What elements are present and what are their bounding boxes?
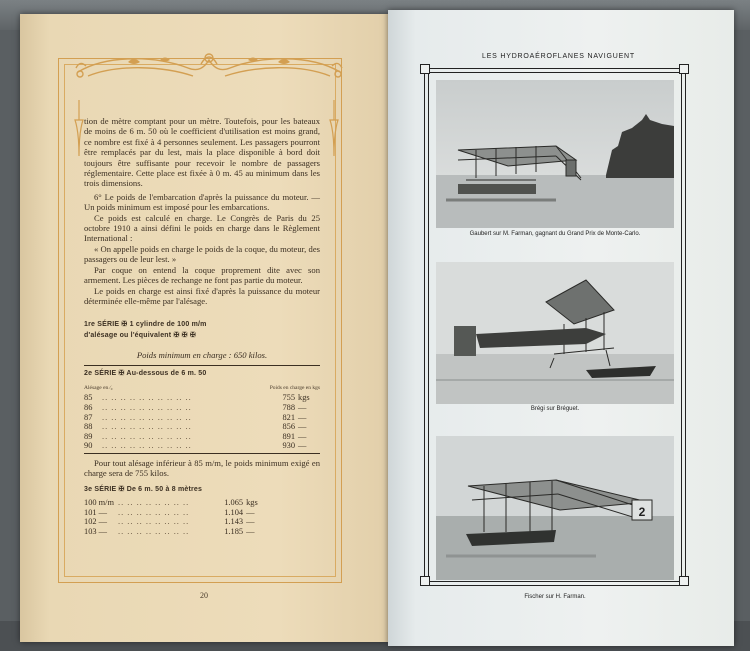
serie2-note: Pour tout alésage inférieur à 85 m/m, le poids minimum exigé en charge sera de 755 kilos. bbox=[84, 457, 320, 479]
serie2-heading: 2e SÉRIE ✠ Au-dessous de 6 m. 50 bbox=[84, 369, 207, 377]
table-row bbox=[84, 508, 268, 518]
poids-cell: 1.143 bbox=[224, 517, 244, 527]
poids-cell: 856 bbox=[282, 422, 295, 432]
paragraph: Le poids en charge est ainsi fixé d'après la puissance du moteur déterminée elle-même par l'alésage. bbox=[84, 285, 320, 306]
leader-dots: .. .. .. .. .. .. .. .. .. .. bbox=[102, 393, 192, 403]
leader-dots: .. .. .. .. .. .. .. .. bbox=[118, 526, 190, 536]
alesage-cell: 102 — bbox=[84, 517, 108, 527]
leader-dots: .. .. .. .. .. .. .. .. .. .. bbox=[102, 422, 192, 432]
alesage-cell: 90 bbox=[84, 441, 93, 451]
table-row bbox=[84, 403, 320, 413]
table-row bbox=[84, 413, 320, 423]
leader-dots: .. .. .. .. .. .. .. .. .. .. bbox=[102, 412, 192, 422]
poids-cell: 788 bbox=[282, 402, 295, 412]
paragraph: 6° Le poids de l'embarcation d'après la puissance du moteur. — Un poids minimum est imposé pour les embarcations. bbox=[84, 191, 320, 213]
paragraph: Ce poids est calculé en charge. Le Congrès de Paris du 25 octobre 1910 a ainsi défini le poids en charge dans le Règlement International : bbox=[84, 212, 320, 244]
poids-cell: 1.185 bbox=[224, 526, 244, 536]
unit-cell: — bbox=[298, 402, 307, 412]
alesage-cell: 88 bbox=[84, 422, 93, 432]
leader-dots: .. .. .. .. .. .. .. .. bbox=[118, 517, 190, 527]
left-page-body bbox=[84, 116, 320, 537]
serie1-heading: 1re SÉRIE ✠ 1 cylindre de 100 m/m bbox=[84, 321, 207, 329]
photo-caption: Brégi sur Bréguet. bbox=[530, 406, 580, 412]
paragraph: Par coque on entend la coque proprement dite avec son armement. Les pièces de rechange ne font pas partie du moteur. bbox=[84, 264, 320, 286]
unit-cell: kgs bbox=[298, 393, 310, 403]
unit-cell: kgs bbox=[246, 498, 258, 508]
serie1-heading-2: d'alésage ou l'équivalent ✠ ✠ ✠ bbox=[84, 331, 196, 339]
leader-dots: .. .. .. .. .. .. .. .. bbox=[118, 507, 190, 517]
poids-cell: 891 bbox=[282, 431, 295, 441]
column-header-poids: Poids en charge en kgs bbox=[269, 384, 320, 391]
serie2-table bbox=[84, 393, 320, 451]
photo-caption: Fischer sur H. Farman. bbox=[524, 594, 586, 600]
table-row bbox=[84, 393, 320, 403]
leader-dots: .. .. .. .. .. .. .. .. .. .. bbox=[102, 441, 192, 451]
table-row bbox=[84, 517, 268, 527]
table-row bbox=[84, 527, 268, 537]
table-row bbox=[84, 432, 320, 442]
unit-cell: — bbox=[246, 526, 255, 536]
unit-cell: — bbox=[298, 431, 307, 441]
photo-breguet bbox=[436, 262, 674, 404]
table-row bbox=[84, 422, 320, 432]
unit-cell: — bbox=[298, 422, 307, 432]
poids-cell: 755 bbox=[282, 393, 295, 403]
photo-caption: Gaubert sur M. Farman, gagnant du Grand Prix de Monte-Carlo. bbox=[469, 231, 641, 237]
unit-cell: — bbox=[298, 412, 307, 422]
leader-dots: .. .. .. .. .. .. .. .. .. .. bbox=[102, 402, 192, 412]
divider bbox=[84, 365, 320, 366]
ornament-header-icon bbox=[68, 46, 350, 98]
unit-cell: — bbox=[246, 507, 255, 517]
serie2-column-headers bbox=[84, 383, 320, 393]
alesage-cell: 87 bbox=[84, 412, 93, 422]
paragraph: tion de mètre comptant pour un mètre. Toutefois, pour les bateaux de moins de 6 m. 50 où le coefficient d'utilisation est moins grand, ce nombre est fixé à 4 personnes seulement. Les passagers pourront être remplacés par du lest, mais la place disponible à bord doit toujours être suffisante pour recevoir le nombre de passagers réglementaire. Cette place est fixée à 0 m. 45 au minimum dans les trois dimensions. bbox=[84, 116, 320, 189]
alesage-cell: 100 m/m bbox=[84, 498, 115, 508]
alesage-cell: 103 — bbox=[84, 526, 108, 536]
svg-text:2: 2 bbox=[638, 505, 646, 519]
frame-corner-ornament bbox=[420, 576, 430, 586]
alesage-cell: 86 bbox=[84, 402, 93, 412]
paragraph: « On appelle poids en charge le poids de la coque, du moteur, des passagers ou de leur lest. » bbox=[84, 243, 320, 265]
page-number: 20 bbox=[200, 591, 208, 600]
running-title: LES HYDROAÉROFLANES NAVIGUENT bbox=[482, 53, 635, 60]
frame-corner-ornament bbox=[679, 64, 689, 74]
table-row bbox=[84, 441, 320, 451]
alesage-cell: 89 bbox=[84, 431, 93, 441]
serie1-poids: Poids minimum en charge : 650 kilos. bbox=[136, 350, 268, 361]
unit-cell: — bbox=[298, 441, 307, 451]
poids-cell: 930 bbox=[282, 441, 295, 451]
poids-cell: 1.104 bbox=[224, 507, 244, 517]
poids-cell: 821 bbox=[282, 412, 295, 422]
ornament-pendant-right-icon bbox=[327, 100, 341, 160]
frame-corner-ornament bbox=[679, 576, 689, 586]
photo-farman-fischer bbox=[436, 436, 674, 580]
frame-corner-ornament bbox=[420, 64, 430, 74]
poids-cell: 1.065 bbox=[224, 498, 244, 508]
leader-dots: .. .. .. .. .. .. .. .. .. .. bbox=[102, 431, 192, 441]
serie3-table bbox=[84, 498, 268, 536]
leader-dots: .. .. .. .. .. .. .. .. bbox=[118, 498, 190, 508]
column-header-alesage: Alésage en ⁄₀ bbox=[84, 384, 113, 391]
photo-farman-monte-carlo bbox=[436, 80, 674, 228]
serie3-heading: 3e SÉRIE ✠ De 6 m. 50 à 8 mètres bbox=[84, 485, 203, 493]
unit-cell: — bbox=[246, 517, 255, 527]
alesage-cell: 85 bbox=[84, 393, 93, 403]
divider bbox=[84, 453, 320, 454]
alesage-cell: 101 — bbox=[84, 507, 108, 517]
table-row bbox=[84, 498, 268, 508]
